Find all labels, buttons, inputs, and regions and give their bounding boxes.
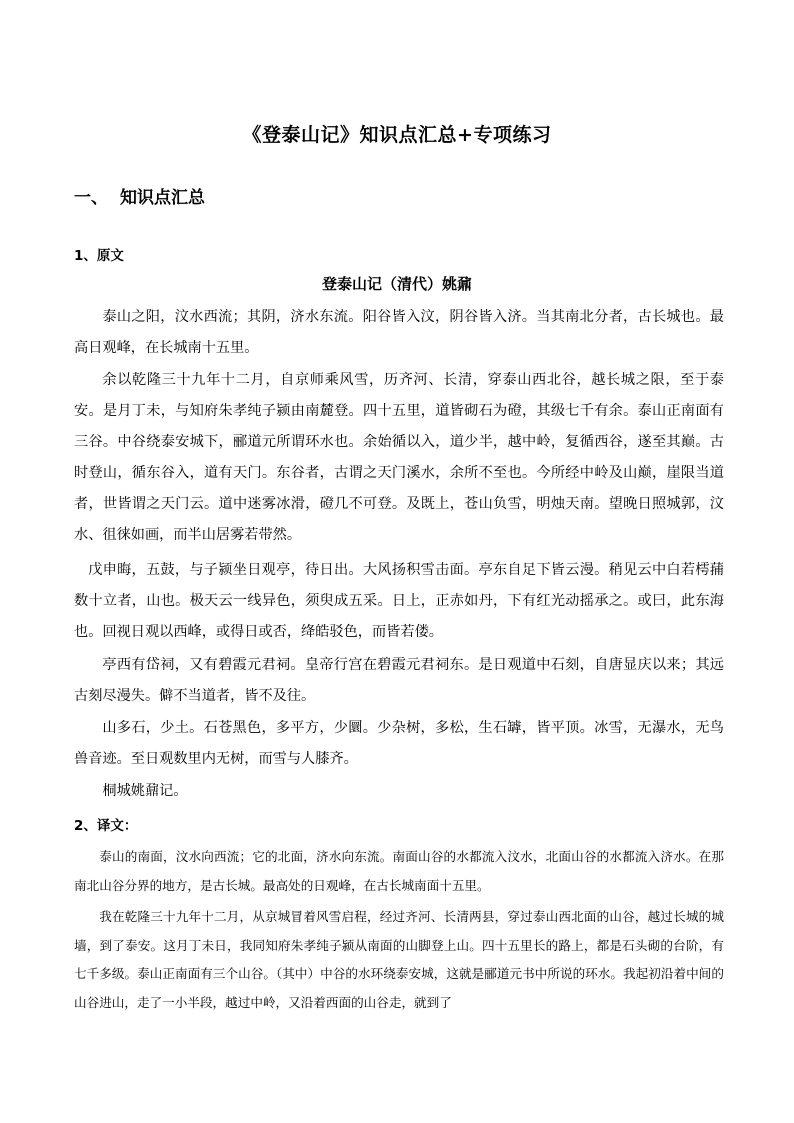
subheading-translation: 2、译文： bbox=[74, 818, 138, 834]
essay-title: 登泰山记（清代）姚鼐 bbox=[321, 275, 472, 293]
section-number: 一、 bbox=[74, 188, 108, 208]
document-title: 《登泰山记》知识点汇总+专项练习 bbox=[242, 124, 552, 146]
section-heading bbox=[74, 183, 205, 208]
original-paragraph: 戊申晦，五鼓，与子颍坐日观亭，待日出。大风扬积雪击面。亭东自足下皆云漫。稍见云中白若樗蒱数十立者，山也。极天云一线异色，须臾成五采。日上，正赤如丹，下有红光动摇承之。或曰，此东海也。回视日观以西峰，或得日或否，绛皓驳色，而皆若偻。 bbox=[74, 562, 724, 640]
translation-paragraph: 我在乾隆三十九年十二月，从京城冒着风雪启程，经过齐河、长清两县，穿过泰山西北面的山谷，越过长城的城墙，到了泰安。这月丁未日，我同知府朱孝纯子颍从南面的山脚登上山。四十五里长的路上，都是石头砌的台阶，有七千多级。泰山正南面有三个山谷。（其中）中谷的水环绕泰安城，这就是郦道元书中所说的环水。我起初沿着中间的山谷进山，走了一小半段，越过中岭，又沿着西面的山谷走，就到了 bbox=[74, 909, 724, 1010]
original-paragraph: 余以乾隆三十九年十二月，自京师乘风雪，历齐河、长清，穿泰山西北谷，越长城之限，至于泰安。是月丁未，与知府朱孝纯子颍由南麓登。四十五里，道皆砌石为磴，其级七千有余。泰山正南面有三谷。中谷绕泰安城下，郦道元所谓环水也。余始循以入，道少半，越中岭，复循西谷，遂至其巅。古时登山，循东谷入，道有天门。东谷者，古谓之天门溪水，余所不至也。今所经中岭及山巅，崖限当道者，世皆谓之天门云。道中迷雾冰滑，磴几不可登。及既上，苍山负雪，明烛天南。望晚日照城郭，汶水、徂徕如画，而半山居雾若带然。 bbox=[74, 372, 724, 543]
original-paragraph: 山多石，少土。石苍黑色，多平方，少圜。少杂树，多松，生石罅，皆平顶。冰雪，无瀑水，无鸟兽音迹。至日观数里内无树，而雪与人膝齐。 bbox=[74, 720, 724, 767]
subheading-original: 1、原文 bbox=[74, 248, 124, 264]
translation-paragraph: 泰山的南面，汶水向西流；它的北面，济水向东流。南面山谷的水都流入汶水，北面山谷的水都流入济水。在那南北山谷分界的地方，是古长城。最高处的日观峰，在古长城南面十五里。 bbox=[74, 849, 724, 893]
section-label: 知识点汇总 bbox=[120, 188, 205, 208]
original-paragraph: 亭西有岱祠，又有碧霞元君祠。皇帝行宫在碧霞元君祠东。是日观道中石刻，自唐显庆以来；其远古刻尽漫失。僻不当道者，皆不及往。 bbox=[74, 657, 724, 704]
original-paragraph: 泰山之阳，汶水西流；其阴，济水东流。阳谷皆入汶，阴谷皆入济。当其南北分者，古长城也。最高日观峰，在长城南十五里。 bbox=[74, 309, 724, 356]
original-paragraph: 桐城姚鼐记。 bbox=[102, 783, 188, 799]
